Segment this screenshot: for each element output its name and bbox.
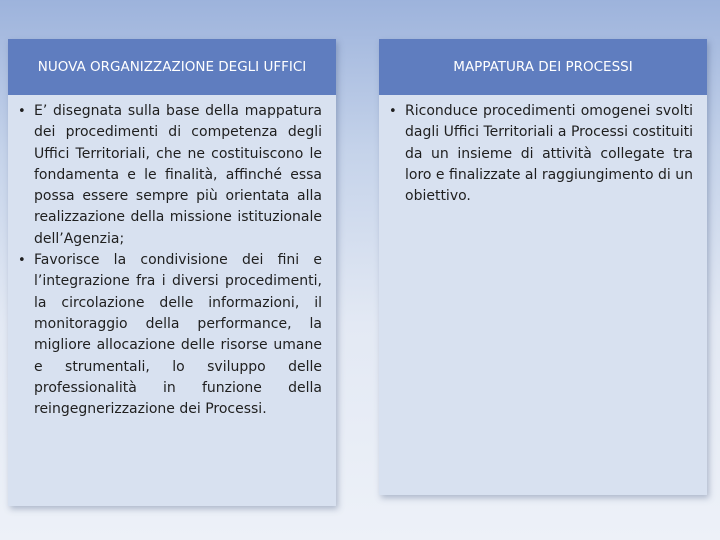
panel-body xyxy=(8,95,336,420)
bullet-icon: • xyxy=(389,104,397,119)
list-item xyxy=(389,101,693,207)
panel-mappatura-processi xyxy=(379,39,707,495)
bullet-icon: • xyxy=(18,253,26,269)
panel-title: MAPPATURA DEI PROCESSI xyxy=(379,39,707,95)
panel-nuova-organizzazione xyxy=(8,39,336,506)
bullet-list xyxy=(18,101,322,420)
list-item xyxy=(18,250,322,420)
bullet-text: Riconduce procedimenti omogenei svolti dagli Uffici Territoriali a Processi costituiti da un insieme di attività collegate tra loro e finalizzate al raggiungimento di un obiettivo. xyxy=(405,103,693,205)
list-item xyxy=(18,101,322,250)
panel-body xyxy=(379,95,707,207)
bullet-text: E’ disegnata sulla base della mappatura dei procedimenti di competenza degli Uffici Territoriali, che ne costituiscono le fondamenta e le finalità, affinché essa possa essere sempre più orientata alla realizzazione della missione istituzionale dell’Agenzia; xyxy=(34,103,322,247)
bullet-text: Favorisce la condivisione dei fini e l’integrazione fra i diversi procedimenti, la circolazione delle informazioni, il monitoraggio della performance, la migliore allocazione delle risorse umane e strumentali, lo sviluppo delle professionalità in funzione della reingegnerizzazione dei Processi. xyxy=(34,252,322,418)
bullet-list xyxy=(389,101,693,207)
panel-title: NUOVA ORGANIZZAZIONE DEGLI UFFICI xyxy=(8,39,336,95)
bullet-icon: • xyxy=(18,104,26,119)
